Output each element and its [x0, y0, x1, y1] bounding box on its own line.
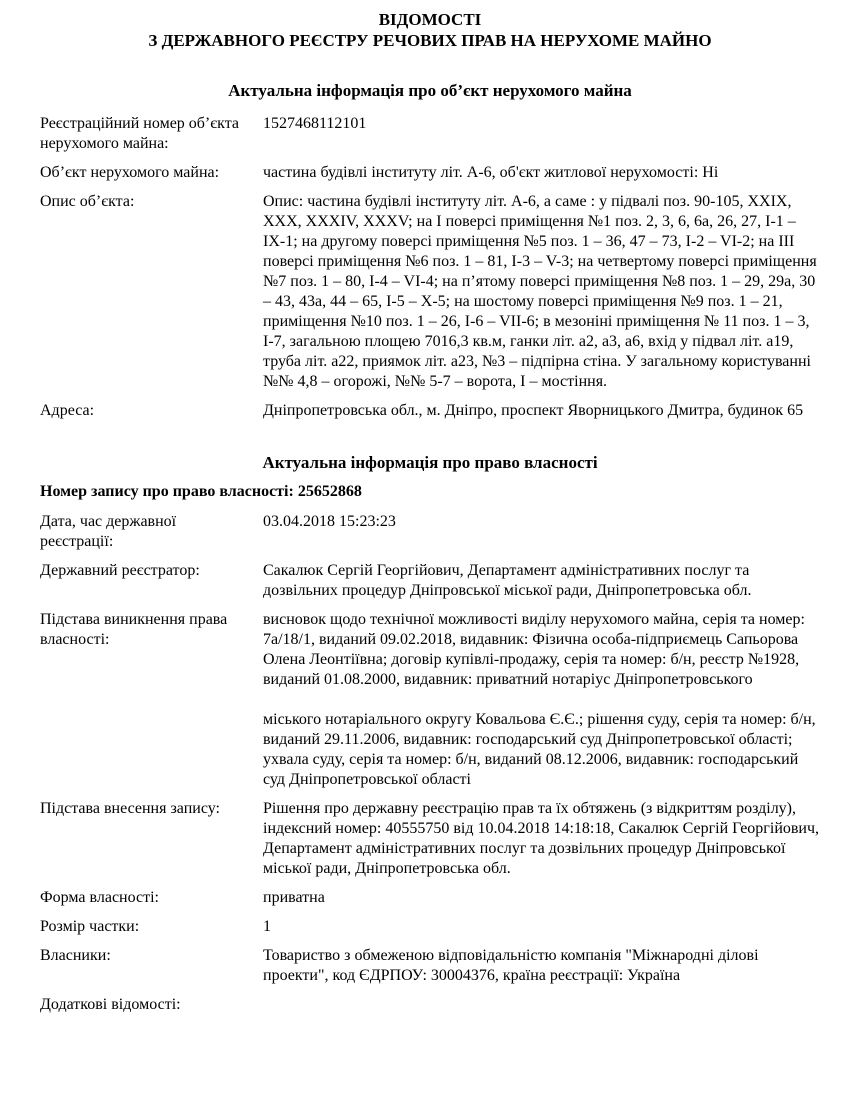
field-value-text: Опис: частина будівлі інституту літ. А-6, а саме : у підвалі поз. 90-105, XXIX, XXX, XXXIV, XXXV; на I поверсі приміщення №1 поз. 2, 3, 6, 6а, 26, 27, I-1 – IX-1; на другому поверсі приміщення №5 поз. 1 – 36, 47 – 73, I-2 – VI-2; на III поверсі приміщення №6 поз. 1 – 81, I-3 – V-3; на четвертому поверсі приміщення №7 поз. 1 – 80, I-4 – VI-4; на п’ятому поверсі приміщення №8 поз. 1 – 29, 29а, 30 – 43, 43а, 44 – 65, I-5 – X-5; на шостому поверсі приміщення №9 поз. 1 – 21, приміщення №10 поз. 1 – 26, I-6 – VII-6; в мезоніні приміщення № 11 поз. 1 – 3, I-7, загальною площею 7016,3 кв.м, ганки літ. а2, а3, а6, вхід у підвал літ. а19, труба літ. а22, приямок літ. а23, №3 – підпірна стіна. У загальному користуванні №№ 4,8 – огорожі, №№ 5-7 – ворота, I – мостіння.: [263, 193, 817, 390]
field-value: [263, 946, 820, 986]
field-value-text: Дніпропетровська обл., м. Дніпро, проспект Яворницького Дмитра, будинок 65: [263, 402, 804, 419]
field-label: Форма власності:: [40, 889, 159, 906]
field-value: [263, 192, 820, 392]
field-label: Реєстраційний номер об’єкта нерухомого майна:: [40, 115, 239, 152]
field-label: Державний реєстратор:: [40, 562, 200, 579]
field-value: [263, 163, 820, 183]
field-label: Розмір частки:: [40, 918, 140, 935]
field-label: Додаткові відомості:: [40, 996, 181, 1013]
field-label: Опис об’єкта:: [40, 193, 135, 210]
document-title: [40, 9, 820, 51]
field-row-share-size: [40, 917, 820, 937]
field-row-record-basis: [40, 799, 820, 879]
field-value: [263, 799, 820, 879]
field-row-object: [40, 163, 820, 183]
record-number-label: Номер запису про право власності:: [40, 483, 294, 500]
field-label: Підстава виникнення права власності:: [40, 611, 228, 648]
field-value-text: Сакалюк Сергій Георгійович, Департамент адміністративних послуг та дозвільних процедур Дніпровської міської ради, Дніпропетровська обл.: [263, 562, 752, 599]
section-heading-object: Актуальна інформація про об’єкт нерухомого майна: [228, 81, 632, 100]
field-value: [263, 512, 820, 552]
field-value: [263, 401, 820, 421]
field-value: [263, 995, 820, 1015]
document-title-line1: ВІДОМОСТІ: [378, 10, 482, 29]
field-value-text-continued: міського нотаріального округу Ковальова Є.Є.; рішення суду, серія та номер: б/н, виданий 29.11.2006, видавник: господарський суд Дніпропетровської області; ухвала суду, серія та номер: б/н, виданий 08.12.2006, видавник: господарський суд Дніпропетровської області: [263, 711, 816, 788]
record-number-value: 25652868: [297, 483, 362, 500]
field-value-text: приватна: [263, 889, 325, 906]
field-value-text: 1527468112101: [263, 115, 367, 132]
field-value-text: частина будівлі інституту літ. А-6, об'єкт житлової нерухомості: Ні: [263, 164, 719, 181]
field-row-ownership-basis: [40, 610, 820, 790]
section-heading-ownership: Актуальна інформація про право власності: [262, 453, 598, 472]
field-label: Адреса:: [40, 402, 95, 419]
field-value-text: Товариство з обмеженою відповідальністю компанія "Міжнародні ділові проекти", код ЄДРПОУ: 30004376, країна реєстрації: Україна: [263, 947, 759, 984]
field-row-registrar: [40, 561, 820, 601]
field-row-address: [40, 401, 820, 421]
document-title-line2: З ДЕРЖАВНОГО РЕЄСТРУ РЕЧОВИХ ПРАВ НА НЕРУХОМЕ МАЙНО: [148, 31, 712, 50]
field-row-registration-datetime: [40, 512, 820, 552]
field-value-text: 03.04.2018 15:23:23: [263, 513, 396, 530]
field-row-owners: [40, 946, 820, 986]
field-value: [263, 114, 820, 154]
field-label: Об’єкт нерухомого майна:: [40, 164, 220, 181]
field-label: Підстава внесення запису:: [40, 800, 220, 817]
field-row-description: [40, 192, 820, 392]
field-row-registration-number: [40, 114, 820, 154]
field-value-text: 1: [263, 918, 271, 935]
field-row-additional-info-clipped: [40, 995, 820, 1015]
field-label: Дата, час державної реєстрації:: [40, 513, 177, 550]
field-value: [263, 917, 820, 937]
field-row-ownership-form: [40, 888, 820, 908]
field-value: [263, 888, 820, 908]
field-label: Власники:: [40, 947, 111, 964]
field-value-text: висновок щодо технічної можливості виділу нерухомого майна, серія та номер: 7а/18/1, виданий 09.02.2018, видавник: Фізична особа-підприємець Сапьорова Олена Леонтіївна; договір купівлі-продажу, серія та номер: б/н, реєстр №1928, виданий 01.08.2000, видавник: приватний нотаріус Дніпропетровського: [263, 611, 805, 688]
field-value-text: Рішення про державну реєстрацію прав та їх обтяжень (з відкриттям розділу), індексний номер: 40555750 від 10.04.2018 14:18:18, Сакалюк Сергій Георгійович, Департамент адміністративних послуг та дозвільних процедур Дніпровської міської ради, Дніпропетровська обл.: [263, 800, 820, 877]
ownership-record-number: [40, 482, 820, 502]
field-value: [263, 561, 820, 601]
field-value: [263, 610, 820, 790]
